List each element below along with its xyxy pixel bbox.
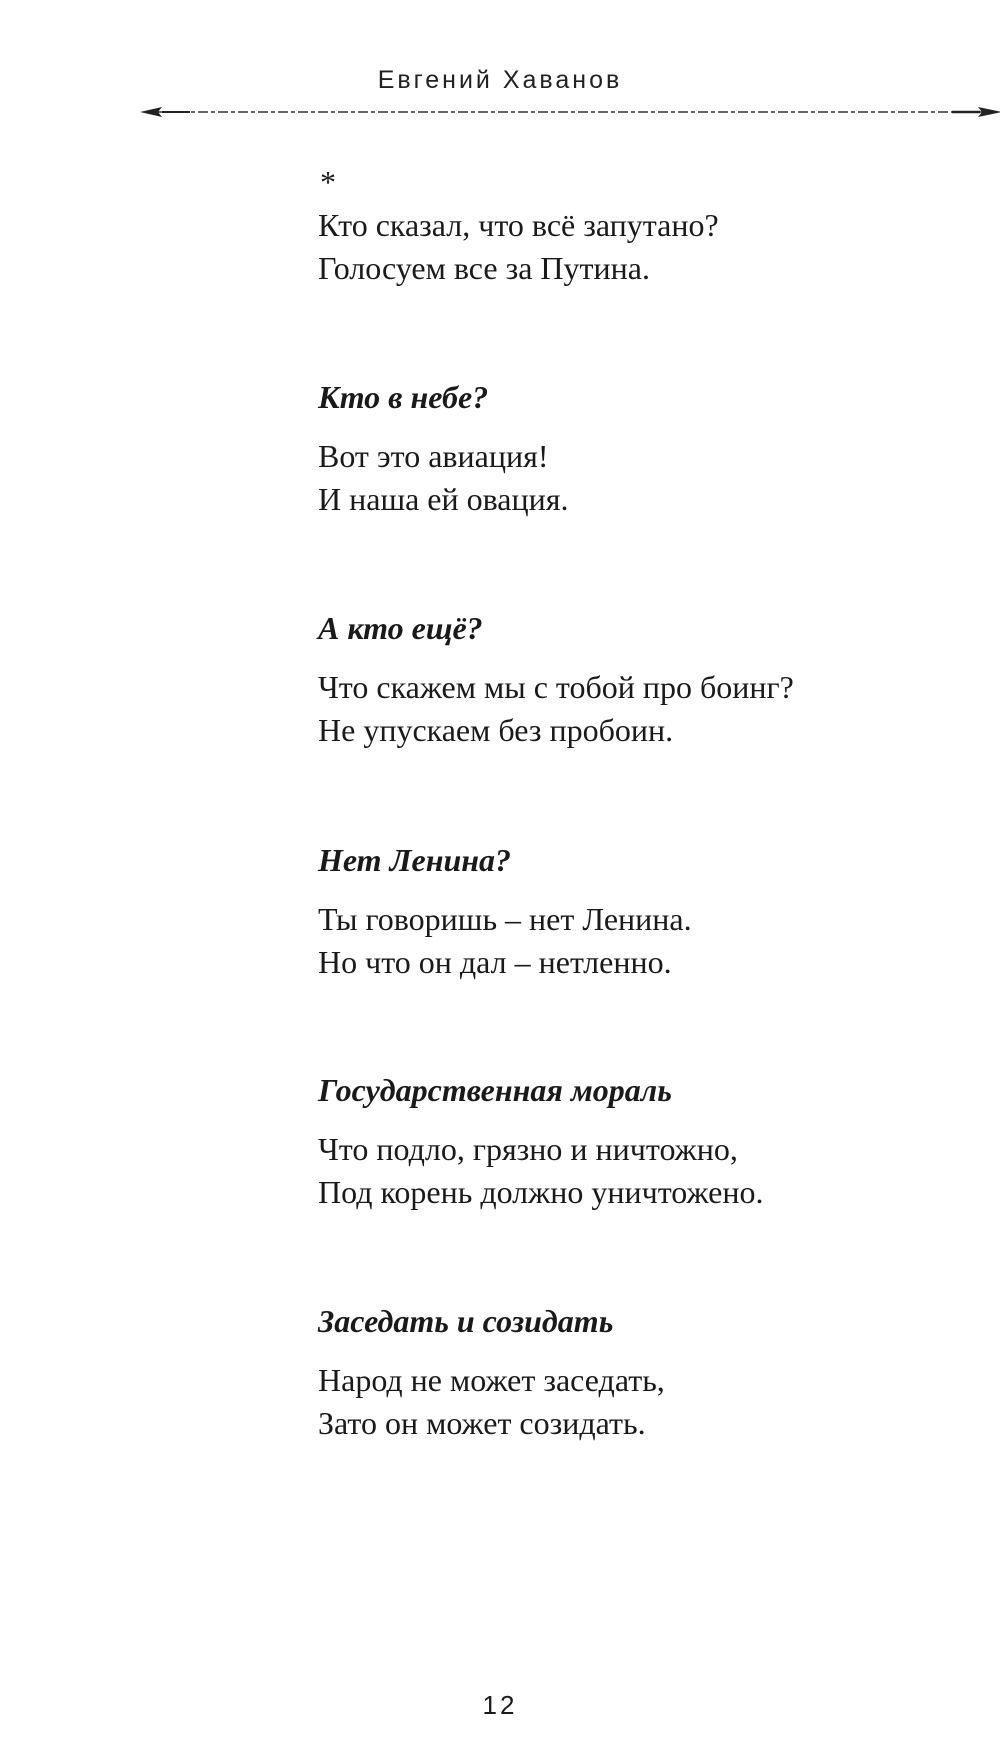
poem-line: И наша ей овация.: [318, 481, 569, 517]
poem-2: [318, 377, 958, 521]
poem-title: А кто ещё?: [318, 610, 483, 646]
poem-asterisk-marker: *: [320, 164, 336, 200]
page-number: 12: [482, 1690, 518, 1720]
poem-line: Что скажем мы с тобой про боинг?: [318, 669, 794, 705]
header-rule-ornament: [140, 104, 1000, 120]
poem-line: Народ не может заседать,: [318, 1362, 665, 1398]
poem-title: Заседать и созидать: [318, 1303, 614, 1339]
poem-title: Нет Ленина?: [318, 842, 512, 878]
poem-title: Кто в небе?: [318, 379, 489, 415]
poem-line: Под корень должно уничтожено.: [318, 1174, 764, 1210]
poem-title: Государственная мораль: [318, 1072, 672, 1108]
poem-line: Что подло, грязно и ничтожно,: [318, 1131, 738, 1167]
poem-3: [318, 608, 958, 752]
poem-line: Зато он может созидать.: [318, 1405, 646, 1441]
poem-line: Но что он дал – нетленно.: [318, 944, 672, 980]
poem-line: Вот это авиация!: [318, 438, 549, 474]
poem-6: [318, 1301, 958, 1445]
poem-5: [318, 1070, 958, 1214]
poem-4: [318, 840, 958, 984]
poem-line: Ты говоришь – нет Ленина.: [318, 901, 692, 937]
running-header-author: Евгений Хаванов: [377, 66, 623, 94]
poem-line: Кто сказал, что всё запутано?: [318, 207, 719, 243]
poem-line: Не упускаем без пробоин.: [318, 712, 674, 748]
poem-line: Голосуем все за Путина.: [318, 250, 650, 286]
poem-1: [318, 204, 958, 290]
